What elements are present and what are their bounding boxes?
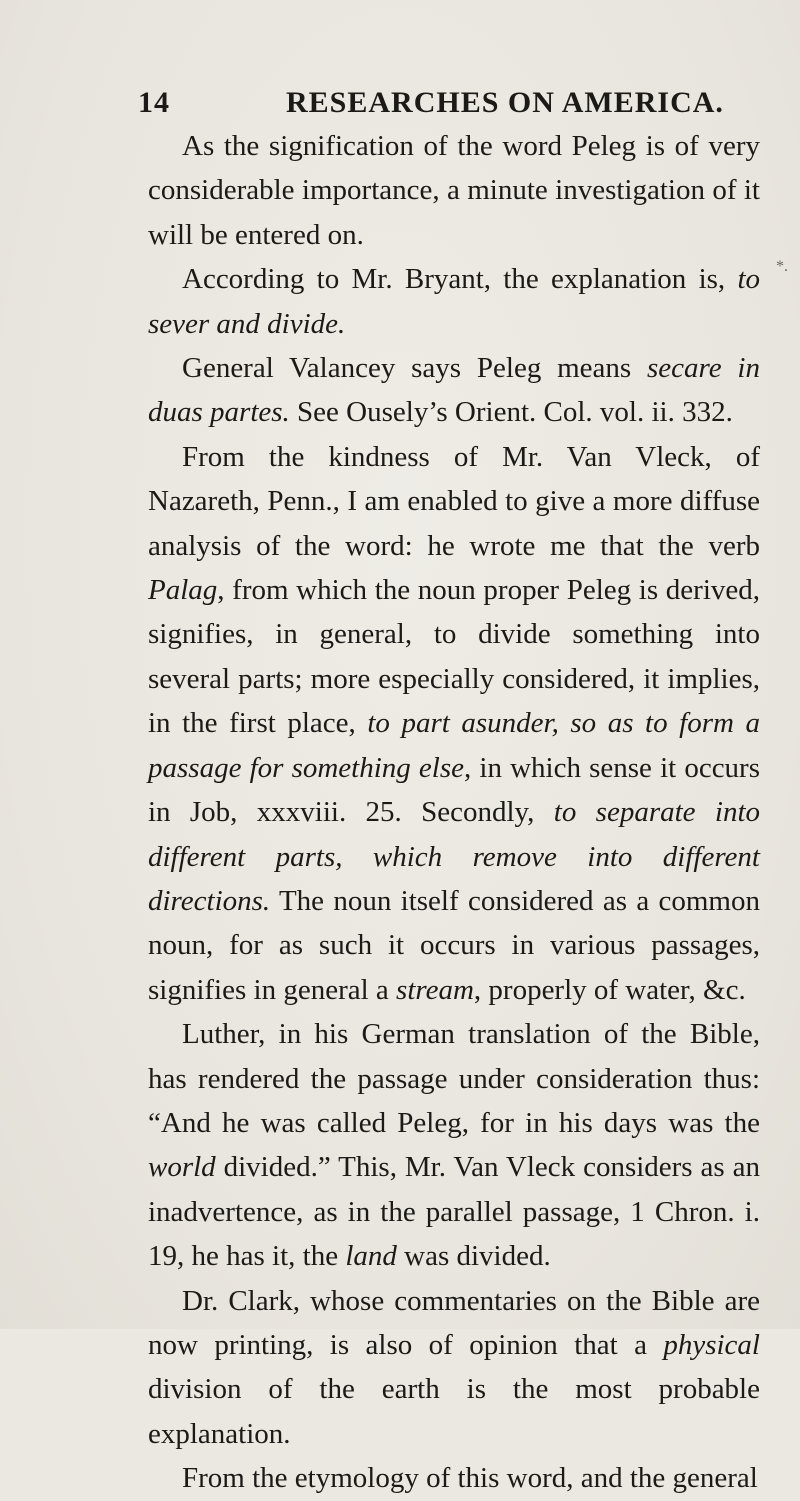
paragraph <box>148 346 760 435</box>
italic-text: physical <box>663 1328 760 1361</box>
paragraph-text: , from which the noun proper Peleg is derived, signifies, in general, to divide something into several parts; more especially considered, it implies, in the first place, <box>148 574 760 740</box>
body-text <box>148 124 760 1501</box>
paragraph <box>148 1456 760 1500</box>
paragraph <box>148 435 760 1012</box>
italic-text: land <box>345 1240 397 1273</box>
page-number: 14 <box>138 86 170 119</box>
italic-text: stream <box>396 973 474 1006</box>
paragraph-text: division of the earth is the most probable explanation. <box>148 1373 760 1450</box>
italic-text: world <box>148 1151 216 1184</box>
paragraph-text: , properly of water, &c. <box>473 973 746 1006</box>
italic-text: secare in duas partes. <box>148 352 760 429</box>
paragraph-text: , in which sense it occurs in Job, xxxviii. 25. Secondly, <box>148 751 761 829</box>
paragraph <box>148 124 760 257</box>
running-head-title: RESEARCHES ON AMERICA. <box>286 86 724 119</box>
paragraph <box>148 1279 760 1457</box>
paragraph-text: was divided. <box>396 1240 551 1273</box>
paragraph-text: From the etymology of this word, and the general <box>182 1462 758 1495</box>
paragraph-text: General Valancey says Peleg means <box>182 352 648 385</box>
italic-text: Palag <box>148 574 218 607</box>
paragraph-text: According to Mr. Bryant, the explanation is, <box>182 263 738 296</box>
paragraph-text: The noun itself considered as a common noun, for as such it occurs in various passages, signifies in general a <box>148 884 760 1006</box>
italic-text: to separate into different parts, which remove into different directions. <box>148 796 761 917</box>
italic-text: to part asunder, so as to form a passage for something else <box>148 707 761 784</box>
paragraph <box>148 257 760 346</box>
paragraph-text: See Ousely’s Orient. Col. vol. ii. 332. <box>289 396 733 429</box>
paragraph-text: From the kindness of Mr. Van Vleck, of Nazareth, Penn., I am enabled to give a more diffuse analysis of the word: he wrote me that the verb <box>148 440 760 562</box>
italic-text: to sever and divide. <box>148 263 760 340</box>
paragraph-text: Dr. Clark, whose commentaries on the Bible are now printing, is also of opinion that a <box>148 1284 760 1361</box>
running-head <box>138 86 758 122</box>
margin-mark: *. <box>776 258 788 275</box>
paragraph-text: Luther, in his German translation of the Bible, has rendered the passage under consideration thus: “And he was called Peleg, for in his days was the <box>148 1018 760 1139</box>
paragraph-text: divided.” This, Mr. Van Vleck considers as an inadvertence, as in the parallel passage, 1 Chron. i. 19, he has it, the <box>148 1151 760 1273</box>
paragraph <box>148 1012 760 1278</box>
paragraph-text: As the signification of the word Peleg is of very considerable importance, a minute investigation of it will be entered on. <box>148 130 760 251</box>
